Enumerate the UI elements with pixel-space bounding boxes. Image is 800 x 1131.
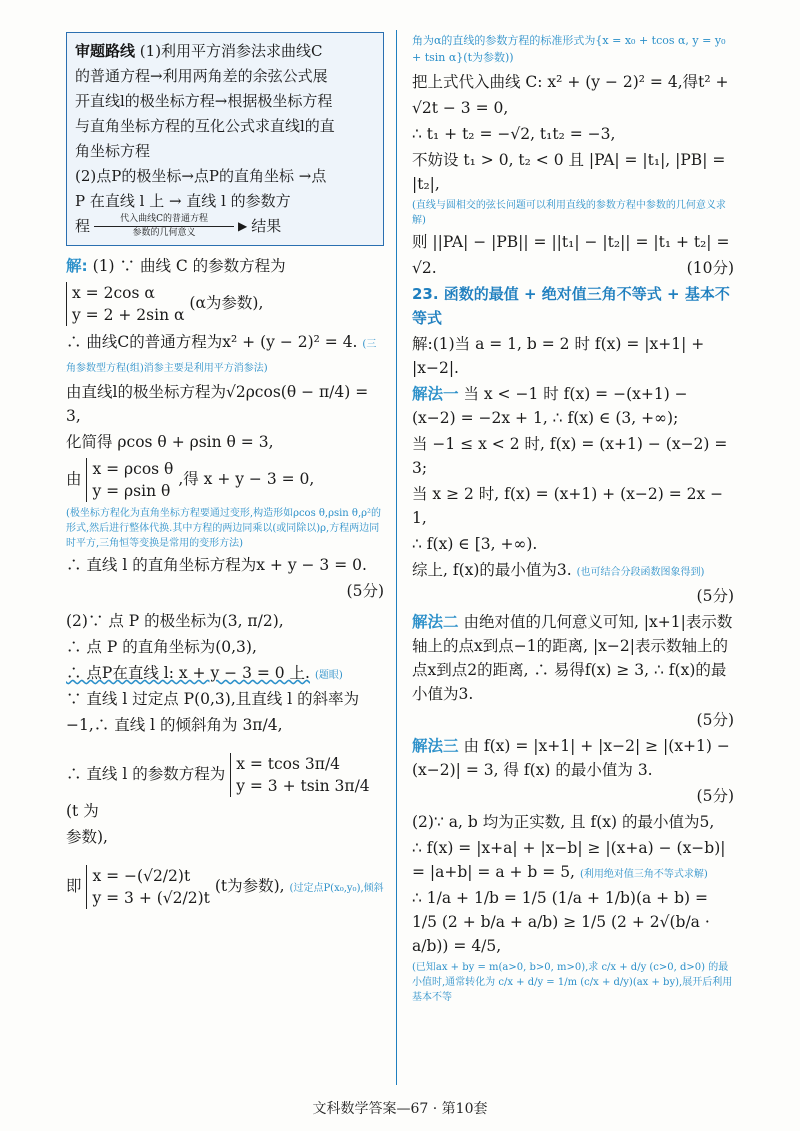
conclusion-line bbox=[412, 558, 734, 582]
annotation-note: (也可结合分段函数图象得到) bbox=[576, 567, 705, 578]
annotation-note: (题眼) bbox=[314, 670, 343, 681]
case3-line: 当 x ≥ 2 时, f(x) = (x+1) + (x−2) = 2x − 1, bbox=[412, 485, 724, 527]
text: 综上, f(x)的最小值为3. bbox=[412, 561, 572, 579]
text: ∴ f(x) = |x+a| + |x−b| ≥ |(x+a) − (x−b)| = |a+b| = a + b = 5, bbox=[412, 839, 726, 881]
review-line: (1)利用平方消参法求曲线C bbox=[139, 42, 323, 60]
vieta-line: ∴ t₁ + t₂ = −√2, t₁t₂ = −3, bbox=[412, 125, 616, 143]
quadratic-line: √2t − 3 = 0, bbox=[412, 99, 509, 117]
score-label: (5分) bbox=[696, 587, 734, 605]
eq: y = 3 + (√2/2)t bbox=[92, 889, 210, 907]
text: 由 bbox=[66, 470, 82, 488]
am-gm-line: ∴ 1/a + 1/b = 1/5 (1/a + 1/b)(a + b) = 1/5 (2 + b/a + a/b) ≥ 1/5 (2 + 2√(b/a · a/b)) = 4/5, bbox=[412, 889, 710, 955]
param-l2-line bbox=[66, 863, 384, 911]
case2-line: 当 −1 ≤ x < 2 时, f(x) = (x+1) − (x−2) = 3; bbox=[412, 435, 728, 477]
review-arrow-row bbox=[75, 214, 375, 239]
line-cartesian-eq: ∴ 直线 l 的直角坐标方程为x + y − 3 = 0. bbox=[66, 556, 367, 574]
part2-line: (2)∵ a, b 均为正实数, 且 f(x) 的最小值为5, bbox=[412, 813, 715, 831]
flow-arrow bbox=[94, 214, 234, 239]
param-system-c bbox=[66, 282, 184, 326]
range-line: ∴ f(x) ∈ [3, +∞). bbox=[412, 535, 538, 553]
result-value: √2. bbox=[412, 259, 437, 277]
annotation-note: (已知ax + by = m(a>0, b>0, m>0),求 c/x + d/y (c>0, d>0) 的最小值时,通常转化为 c/x + d/y = 1/m (c/x + d/y)(ax + by),展开后利用基本不等 bbox=[412, 962, 733, 1003]
substitute-line: 把上式代入曲线 C: x² + (y − 2)² = 4,得t² + bbox=[412, 73, 729, 91]
eq: x = −(√2/2)t bbox=[92, 867, 191, 885]
annotation-note: (三角参数型方程(组)消参主要是利用平方消参法) bbox=[66, 339, 377, 374]
question-23-title: 23. 函数的最值 + 绝对值三角不等式 + 基本不等式 bbox=[412, 285, 730, 327]
score-label: (5分) bbox=[696, 711, 734, 729]
point-cartesian-line: ∴ 点 P 的直角坐标为(0,3), bbox=[66, 638, 257, 656]
solution-text: (1) ∵ 曲线 C 的参数方程为 bbox=[92, 257, 286, 275]
text: 即 bbox=[66, 877, 82, 895]
method1-line bbox=[412, 382, 734, 430]
annotation-note: (直线与圆相交的弦长问题可以利用直线的参数方程中参数的几何意义求解) bbox=[412, 200, 726, 226]
text: ∴ 点P在直线 l: x + y − 3 = 0 上. bbox=[66, 664, 310, 682]
eq: y = 3 + tsin 3π/4 bbox=[236, 777, 370, 795]
param-c-line bbox=[66, 280, 384, 328]
review-line: 与直角坐标方程的互化公式求直线l的直 bbox=[75, 117, 335, 135]
arrow-top-label: 代入曲线C的普通方程 bbox=[120, 214, 208, 224]
eq: x = ρcos θ bbox=[92, 460, 174, 478]
eq: y = ρsin θ bbox=[92, 482, 171, 500]
eq: x = tcos 3π/4 bbox=[236, 755, 341, 773]
angle-line: −1,∴ 直线 l 的倾斜角为 3π/4, bbox=[66, 716, 283, 734]
point-polar-line: (2)∵ 点 P 的极坐标为(3, π/2), bbox=[66, 612, 284, 630]
column-divider bbox=[396, 30, 397, 1085]
review-route-box bbox=[66, 32, 384, 246]
polar-system-line bbox=[66, 456, 384, 504]
line-normal-eq bbox=[66, 330, 384, 378]
review-line: 的普通方程→利用两角差的余弦公式展 bbox=[75, 67, 328, 85]
result-line: 则 ||PA| − |PB|| = ||t₁| − |t₂|| = |t₁ + t₂| = bbox=[412, 233, 730, 251]
score-label: (5分) bbox=[696, 787, 734, 805]
polar-system bbox=[86, 458, 173, 502]
text: (t为参数), bbox=[214, 877, 285, 895]
review-line: P 在直线 l 上 → 直线 l 的参数方 bbox=[75, 192, 291, 210]
slope-line: ∵ 直线 l 过定点 P(0,3),且直线 l 的斜率为 bbox=[66, 690, 360, 708]
annotation-note: (利用绝对值三角不等式求解) bbox=[579, 869, 708, 880]
solution-label: 解: bbox=[66, 257, 88, 275]
method-label: 解法三 bbox=[412, 737, 459, 755]
part2-ineq-line bbox=[412, 836, 734, 884]
polar-eq-line: 由直线l的极坐标方程为√2ρcos(θ − π/4) = 3, bbox=[66, 383, 369, 425]
score-label: (5分) bbox=[346, 582, 384, 600]
eq: y = 2 + 2sin α bbox=[72, 306, 185, 324]
review-line: 开直线l的极坐标方程→根据极坐标方程 bbox=[75, 92, 333, 110]
text: 由绝对值的几何意义可知, |x+1|表示数轴上的点x到点−1的距离, |x−2|表示数轴上的点x到点2的距离, ∴ 易得f(x) ≥ 3, ∴ f(x)的最小值为3. bbox=[412, 613, 733, 703]
arrow-head-icon: ▶ bbox=[238, 219, 248, 233]
assume-line: 不妨设 t₁ > 0, t₂ < 0 且 |PA| = |t₁|, |PB| = |t₂|, bbox=[412, 151, 726, 193]
review-prefix: 程 bbox=[75, 217, 91, 235]
method-label: 解法一 bbox=[412, 385, 459, 403]
q23-part1-line: 解:(1)当 a = 1, b = 2 时 f(x) = |x+1| + |x−2|. bbox=[412, 335, 705, 377]
text: 由 f(x) = |x+1| + |x−2| ≥ |(x+1) − (x−2)| = 3, 得 f(x) 的最小值为 3. bbox=[412, 737, 730, 779]
right-column bbox=[412, 32, 734, 1005]
text: (t 为 bbox=[66, 802, 99, 820]
annotation-note: 角为α的直线的参数方程的标准形式为{x = x₀ + tcos α, y = y₀ + tsin α}(t为参数)) bbox=[412, 34, 726, 64]
param-text: 参数), bbox=[66, 828, 108, 846]
arrow-bar bbox=[94, 226, 234, 227]
method3-line bbox=[412, 734, 734, 782]
simplify-line: 化简得 ρcos θ + ρsin θ = 3, bbox=[66, 433, 274, 451]
method2-line bbox=[412, 610, 734, 706]
text: ,得 x + y − 3 = 0, bbox=[178, 470, 315, 488]
param-l-line bbox=[66, 751, 384, 823]
review-line: 角坐标方程 bbox=[75, 142, 151, 160]
review-line: (2)点P的极坐标→点P的直角坐标 →点 bbox=[75, 167, 327, 185]
left-column bbox=[66, 32, 384, 913]
annotation-note: (极坐标方程化为直角坐标方程要通过变形,构造形如ρcos θ,ρsin θ,ρ²的形式,然后进行整体代换.其中方程的两边同乘以(或同除以)ρ,方程两边同时平方,三角恒等变换是常用的变形方法) bbox=[66, 508, 382, 549]
param-tail: (α为参数), bbox=[189, 294, 264, 312]
param-system-l bbox=[230, 753, 369, 797]
eq: x = 2cos α bbox=[72, 284, 155, 302]
text: 当 x < −1 时 f(x) = −(x+1) − (x−2) = −2x + 1, ∴ f(x) ∈ (3, +∞); bbox=[412, 385, 688, 427]
text: ∴ 曲线C的普通方程为x² + (y − 2)² = 4. bbox=[66, 333, 358, 351]
review-suffix: 结果 bbox=[251, 217, 282, 235]
page-footer: 文科数学答案—67 · 第10套 bbox=[312, 1101, 488, 1117]
score-label: (10分) bbox=[686, 259, 734, 277]
review-route-tag: 审题路线 bbox=[75, 42, 136, 60]
point-on-line bbox=[66, 661, 384, 685]
text: ∴ 直线 l 的参数方程为 bbox=[66, 765, 226, 783]
param-system-l2 bbox=[86, 865, 209, 909]
annotation-note: (过定点P(x₀,y₀),倾斜 bbox=[289, 883, 384, 894]
method-label: 解法二 bbox=[412, 613, 459, 631]
solution-line bbox=[66, 254, 384, 278]
arrow-bottom-label: 参数的几何意义 bbox=[132, 228, 196, 238]
